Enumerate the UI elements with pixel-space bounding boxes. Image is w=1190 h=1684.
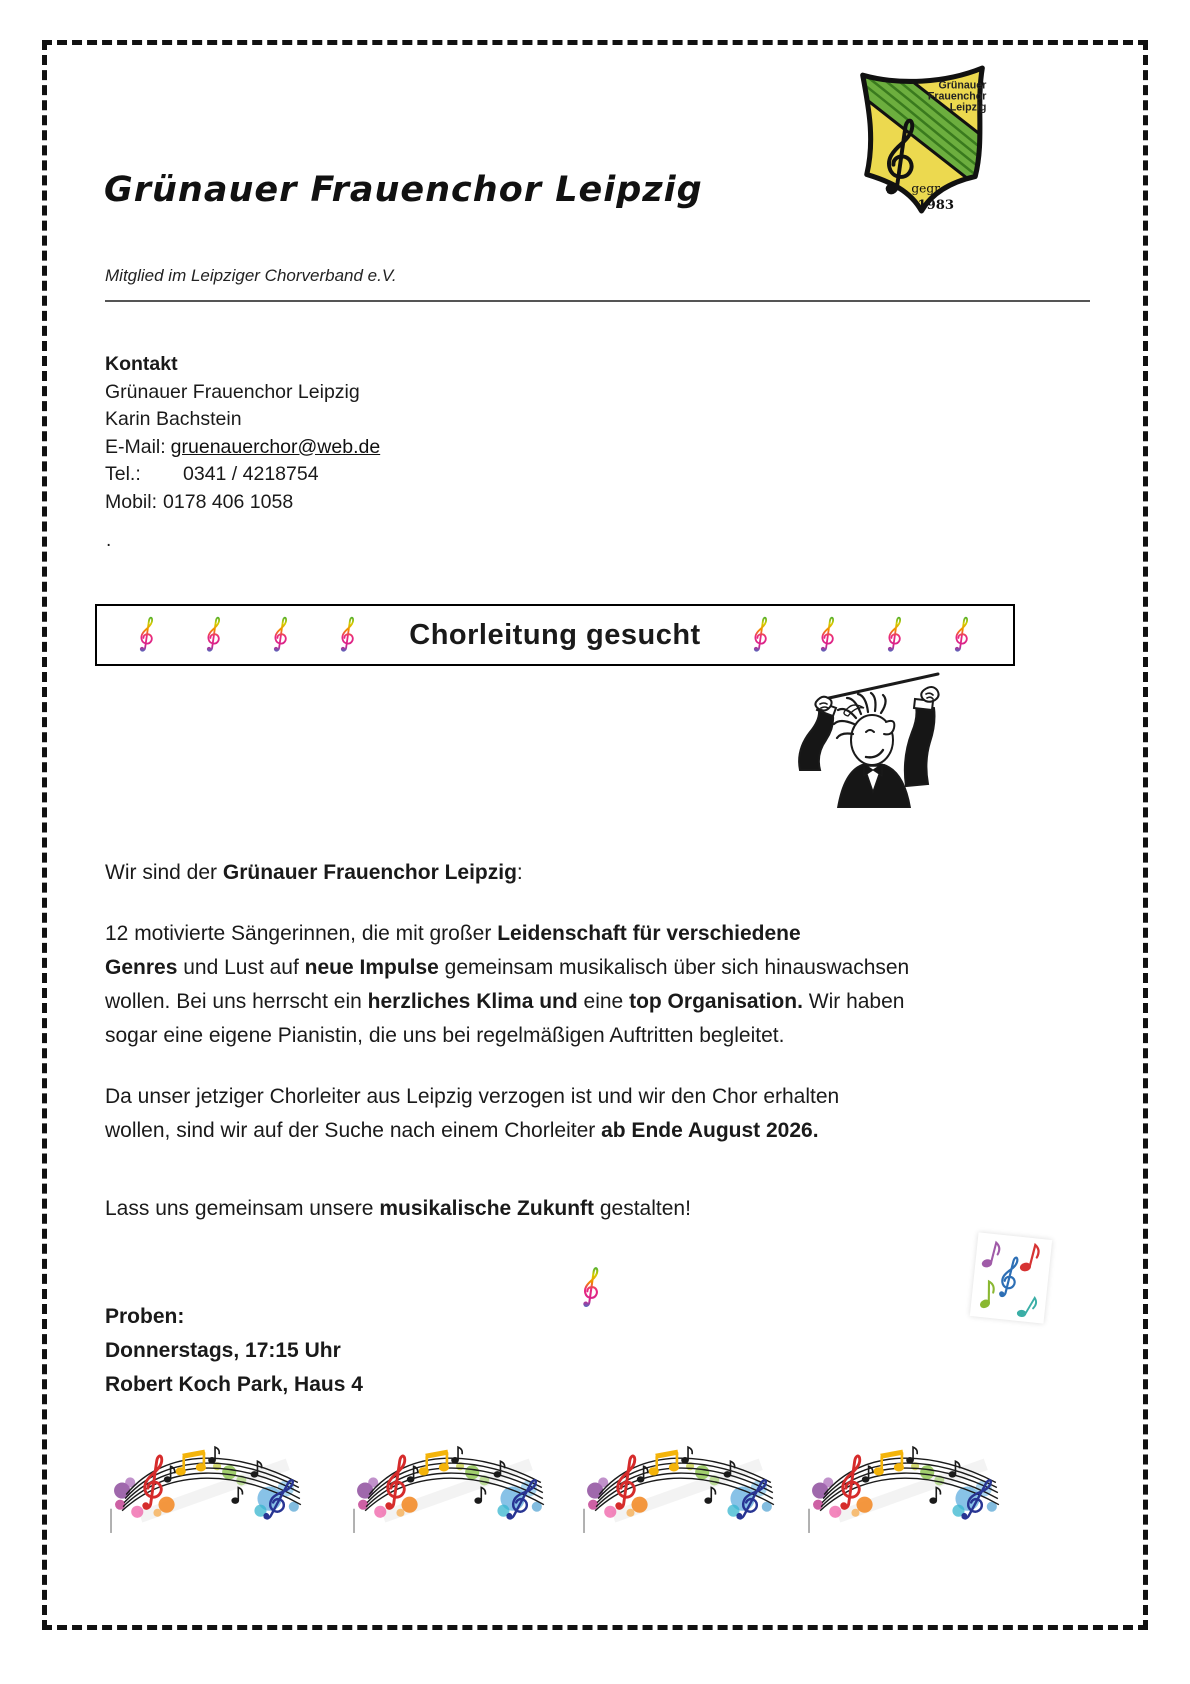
tel-label: Tel.: [105,463,141,485]
red-note-icon [1018,1243,1039,1273]
mobile-number: 0178 406 1058 [163,490,294,513]
contact-email-line [105,434,380,462]
logo-founded-year: 1983 [917,197,955,213]
schedule-block [105,1300,363,1402]
music-wave-image [808,1438,1010,1534]
banner-clefs-right [751,612,973,658]
music-wave-image [110,1438,312,1534]
tel-number: 0341 / 4218754 [183,463,319,485]
conductor-illustration [786,666,952,808]
mobile-label: Mobil: [105,490,158,513]
music-wave-image [353,1438,555,1534]
contact-person: Karin Bachstein [105,408,242,430]
svg-text:Leipzig: Leipzig [949,101,987,114]
treble-clef-icon [271,612,292,658]
contact-heading: Kontakt [105,353,178,375]
treble-clef-icon [885,612,906,658]
treble-clef-icon [204,612,225,658]
svg-text:Grünauer: Grünauer [938,79,987,92]
treble-clef-icon [580,1262,604,1314]
paragraph-closing: Lass uns gemeinsam unsere musikalische Zukunft gestalten! [105,1197,691,1220]
membership-subtitle: Mitglied im Leipziger Chorverband e.V. [105,266,397,285]
banner-clefs-left [137,612,359,658]
svg-text:Frauenchor: Frauenchor [927,90,987,103]
treble-clef-icon [818,612,839,658]
email-label: E-Mail: [105,435,166,458]
contact-mobile-line [105,489,380,517]
treble-clef-icon [338,612,359,658]
schedule-day-time: Donnerstags, 17:15 Uhr [105,1339,341,1362]
contact-organization: Grünauer Frauenchor Leipzig [105,380,360,403]
blue-clef-icon [999,1256,1018,1298]
schedule-location: Robert Koch Park, Haus 4 [105,1373,363,1396]
banner-title: Chorleitung gesucht [409,618,701,651]
treble-clef-icon [751,612,772,658]
contact-tel-line [105,461,380,489]
teal-note-icon [1015,1293,1038,1321]
email-link[interactable]: gruenauerchor@web.de [170,435,381,458]
treble-clef-icon [952,612,973,658]
choir-logo [853,62,991,214]
purple-note-icon [980,1241,1000,1270]
paragraph-about-choir: 12 motivierte Sängerinnen, die mit großer Leidenschaft für verschiedene Genres und Lust auf neue Impulse gemeinsam musikalisch über sich hinauswachsen wollen. Bei uns herrscht ein herzliches Klima und eine top Organisation. Wir haben sogar eine eigene Pianistin, die uns bei regelmäßigen Auftritten begleitet. [105,922,910,1047]
header-divider [105,300,1090,302]
banner-chorleitung [95,604,1015,666]
intro-paragraph: Wir sind der Grünauer Frauenchor Leipzig: [105,861,523,884]
green-note-icon [976,1281,997,1310]
stray-period: . [106,530,112,551]
contact-block [105,351,380,516]
music-wave-image [583,1438,785,1534]
logo-founded-label: gegr. [911,181,943,196]
page-title: Grünauer Frauenchor Leipzig [104,170,703,210]
body-text [105,856,1125,1253]
treble-clef-icon [137,612,158,658]
music-wave-row [0,1438,1190,1534]
music-notes-cluster [970,1232,1052,1323]
paragraph-search: Da unser jetziger Chorleiter aus Leipzig verzogen ist und wir den Chor erhalten wollen, sind wir auf der Suche nach einem Chorleiter ab Ende August 2026. [105,1085,840,1142]
schedule-heading: Proben: [105,1305,185,1328]
